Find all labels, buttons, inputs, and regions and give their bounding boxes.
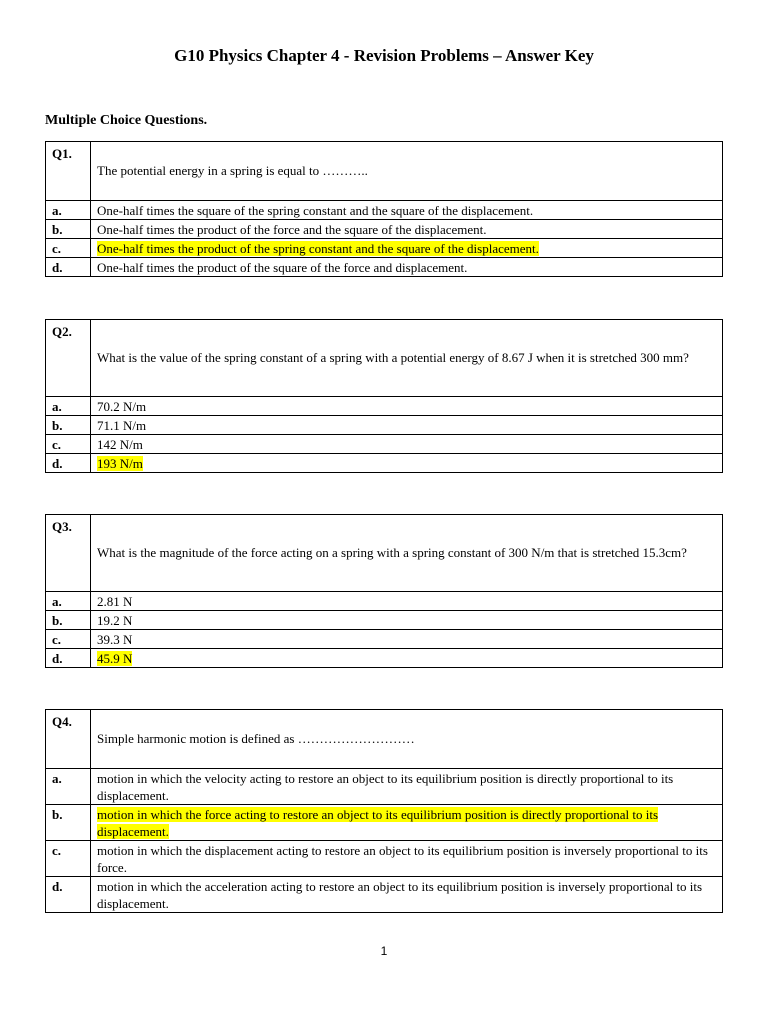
option-row bbox=[46, 239, 723, 258]
option-text: One-half times the product of the square of the force and displacement. bbox=[91, 258, 723, 277]
option-letter: c. bbox=[46, 841, 91, 877]
option-row bbox=[46, 592, 723, 611]
option-text: 19.2 N bbox=[91, 611, 723, 630]
option-text-highlighted bbox=[91, 805, 723, 841]
option-row bbox=[46, 397, 723, 416]
option-letter: d. bbox=[46, 258, 91, 277]
option-letter: c. bbox=[46, 630, 91, 649]
option-row bbox=[46, 805, 723, 841]
question-text: What is the value of the spring constant of a spring with a potential energy of 8.67 J when it is stretched 300 mm? bbox=[91, 320, 723, 397]
option-row bbox=[46, 769, 723, 805]
option-text-highlighted bbox=[91, 239, 723, 258]
option-letter: a. bbox=[46, 592, 91, 611]
section-heading: Multiple Choice Questions. bbox=[45, 113, 208, 128]
option-letter: a. bbox=[46, 769, 91, 805]
option-text: 71.1 N/m bbox=[91, 416, 723, 435]
option-text: 70.2 N/m bbox=[91, 397, 723, 416]
answer-highlight: 193 N/m bbox=[97, 456, 143, 471]
question-number: Q2. bbox=[46, 320, 91, 397]
option-row bbox=[46, 611, 723, 630]
option-row bbox=[46, 630, 723, 649]
option-letter: b. bbox=[46, 611, 91, 630]
option-letter: d. bbox=[46, 649, 91, 668]
option-row bbox=[46, 201, 723, 220]
option-text: One-half times the square of the spring constant and the square of the displacement. bbox=[91, 201, 723, 220]
option-text: 142 N/m bbox=[91, 435, 723, 454]
option-row bbox=[46, 454, 723, 473]
option-row bbox=[46, 258, 723, 277]
option-row bbox=[46, 649, 723, 668]
answer-highlight: 45.9 N bbox=[97, 651, 133, 666]
option-text-highlighted bbox=[91, 454, 723, 473]
option-row bbox=[46, 435, 723, 454]
option-row bbox=[46, 841, 723, 877]
option-row bbox=[46, 877, 723, 913]
option-letter: d. bbox=[46, 877, 91, 913]
page-title: G10 Physics Chapter 4 - Revision Problems – Answer Key bbox=[174, 46, 594, 65]
option-letter: d. bbox=[46, 454, 91, 473]
question-text: The potential energy in a spring is equal to ……….. bbox=[91, 142, 723, 201]
option-text: 2.81 N bbox=[91, 592, 723, 611]
option-text-highlighted bbox=[91, 649, 723, 668]
option-text: motion in which the displacement acting to restore an object to its equilibrium position is inversely proportional to its force. bbox=[91, 841, 723, 877]
option-letter: b. bbox=[46, 805, 91, 841]
question-text: What is the magnitude of the force acting on a spring with a spring constant of 300 N/m that is stretched 15.3cm? bbox=[91, 515, 723, 592]
option-letter: c. bbox=[46, 435, 91, 454]
page-number: 1 bbox=[380, 944, 388, 958]
question-1-table bbox=[45, 141, 723, 277]
question-number: Q1. bbox=[46, 142, 91, 201]
option-text: motion in which the acceleration acting to restore an object to its equilibrium position is inversely proportional to its displacement. bbox=[91, 877, 723, 913]
option-letter: b. bbox=[46, 416, 91, 435]
option-row bbox=[46, 220, 723, 239]
option-text: 39.3 N bbox=[91, 630, 723, 649]
question-number: Q4. bbox=[46, 710, 91, 769]
answer-highlight: One-half times the product of the spring constant and the square of the displacement. bbox=[97, 241, 539, 256]
question-4-table bbox=[45, 709, 723, 913]
option-text: One-half times the product of the force and the square of the displacement. bbox=[91, 220, 723, 239]
option-row bbox=[46, 416, 723, 435]
question-text: Simple harmonic motion is defined as ……………………… bbox=[91, 710, 723, 769]
option-letter: b. bbox=[46, 220, 91, 239]
question-2-table bbox=[45, 319, 723, 473]
option-text: motion in which the velocity acting to restore an object to its equilibrium position is directly proportional to its displacement. bbox=[91, 769, 723, 805]
option-letter: a. bbox=[46, 397, 91, 416]
option-letter: c. bbox=[46, 239, 91, 258]
answer-highlight: motion in which the force acting to restore an object to its equilibrium position is directly proportional to its displacement. bbox=[97, 807, 659, 839]
option-letter: a. bbox=[46, 201, 91, 220]
question-3-table bbox=[45, 514, 723, 668]
question-number: Q3. bbox=[46, 515, 91, 592]
